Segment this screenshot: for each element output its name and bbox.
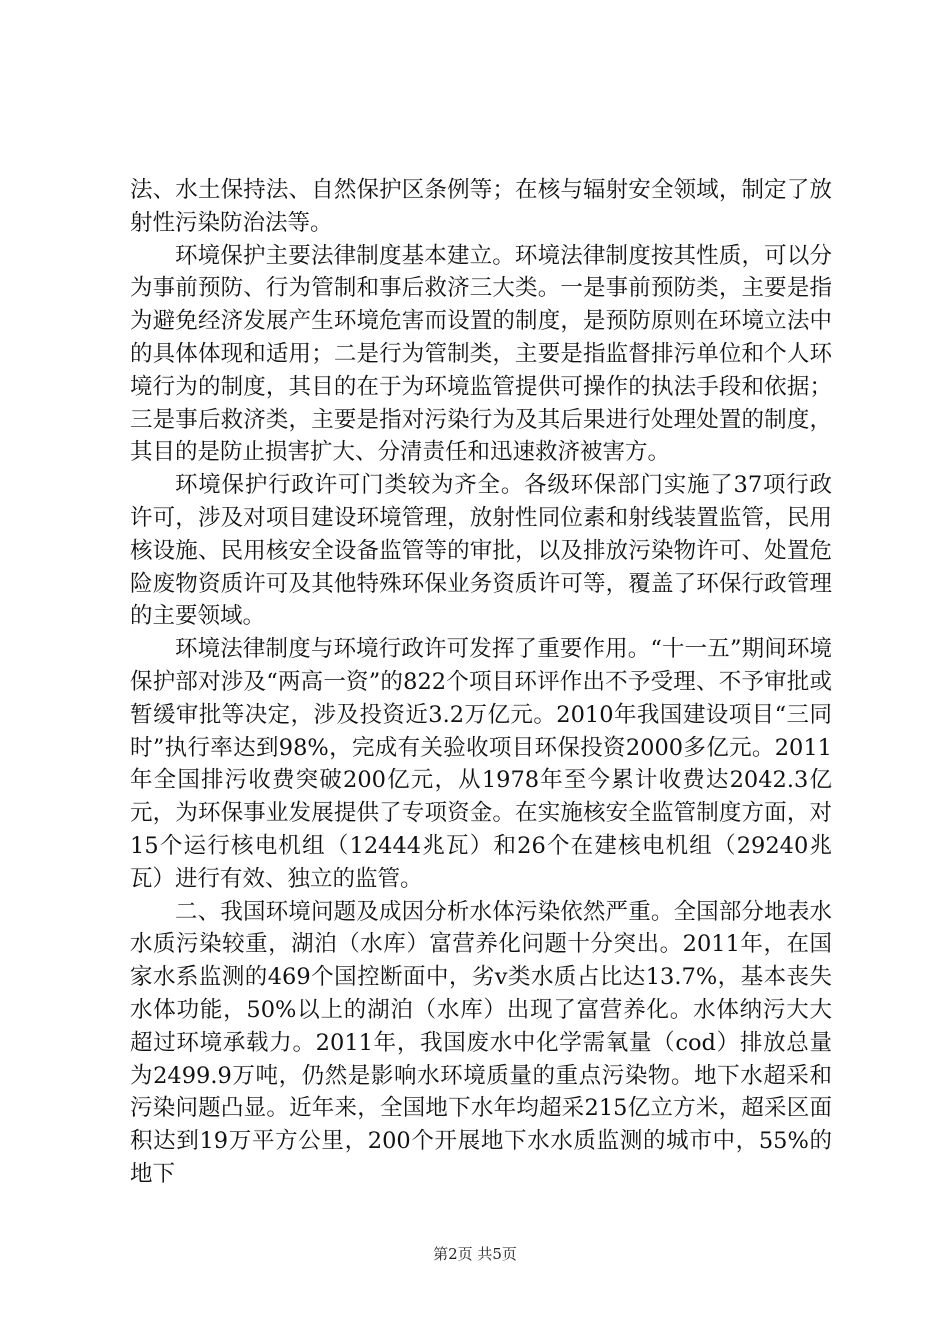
paragraph-environmental-problems: 二、我国环境问题及成因分析水体污染依然严重。全国部分地表水水质污染较重，湖泊（水库）富营养化问题十分突出。2011年，在国家水系监测的469个国控断面中，劣v类水质占比达13.7%，基本丧失水体功能，50%以上的湖泊（水库）出现了富营养化。水体纳污大大超过环境承载力。2011年，我国废水中化学需氧量（cod）排放总量为2499.9万吨，仍然是影响水环境质量的重点污染物。地下水超采和污染问题凸显。近年来，全国地下水年均超采215亿立方米，超采区面积达到19万平方公里，200个开展地下水水质监测的城市中，55%的地下 — [130, 898, 832, 1187]
paragraph-important-role: 环境法律制度与环境行政许可发挥了重要作用。“十一五”期间环境保护部对涉及“两高一资”的822个项目环评作出不予受理、不予审批或暂缓审批等决定，涉及投资近3.2万亿元。2010年我国建设项目“三同时”执行率达到98%，完成有关验收项目环保投资2000多亿元。2011年全国排污收费突破200亿元，从1978年至今累计收费达2042.3亿元，为环保事业发展提供了专项资金。在实施核安全监管制度方面，对15个运行核电机组（12444兆瓦）和26个在建核电机组（29240兆瓦）进行有效、独立的监管。 — [130, 636, 832, 892]
paragraph-legal-system: 环境保护主要法律制度基本建立。环境法律制度按其性质，可以分为事前预防、行为管制和事后救济三大类。一是事前预防类，主要是指为避免经济发展产生环境危害而设置的制度，是预防原则在环境立法中的具体体现和适用；二是行为管制类，主要是指监督排污单位和个人环境行为的制度，其目的在于为环境监管提供可操作的执法手段和依据；三是事后救济类，主要是指对污染行为及其后果进行处理处置的制度，其目的是防止损害扩大、分清责任和迅速救济被害方。 — [130, 242, 832, 466]
page-number: 第2页 共5页 — [433, 1245, 517, 1263]
paragraph-continuation: 法、水土保持法、自然保护区条例等；在核与辐射安全领域，制定了放射性污染防治法等。 — [130, 177, 832, 236]
page-footer — [0, 1244, 950, 1264]
document-body — [130, 174, 832, 1191]
paragraph-administrative-permits: 环境保护行政许可门类较为齐全。各级环保部门实施了37项行政许可，涉及对项目建设环境管理，放射性同位素和射线装置监管，民用核设施、民用核安全设备监管等的审批，以及排放污染物许可、处置危险废物资质许可及其他特殊环保业务资质许可等，覆盖了环保行政管理的主要领域。 — [130, 472, 832, 630]
